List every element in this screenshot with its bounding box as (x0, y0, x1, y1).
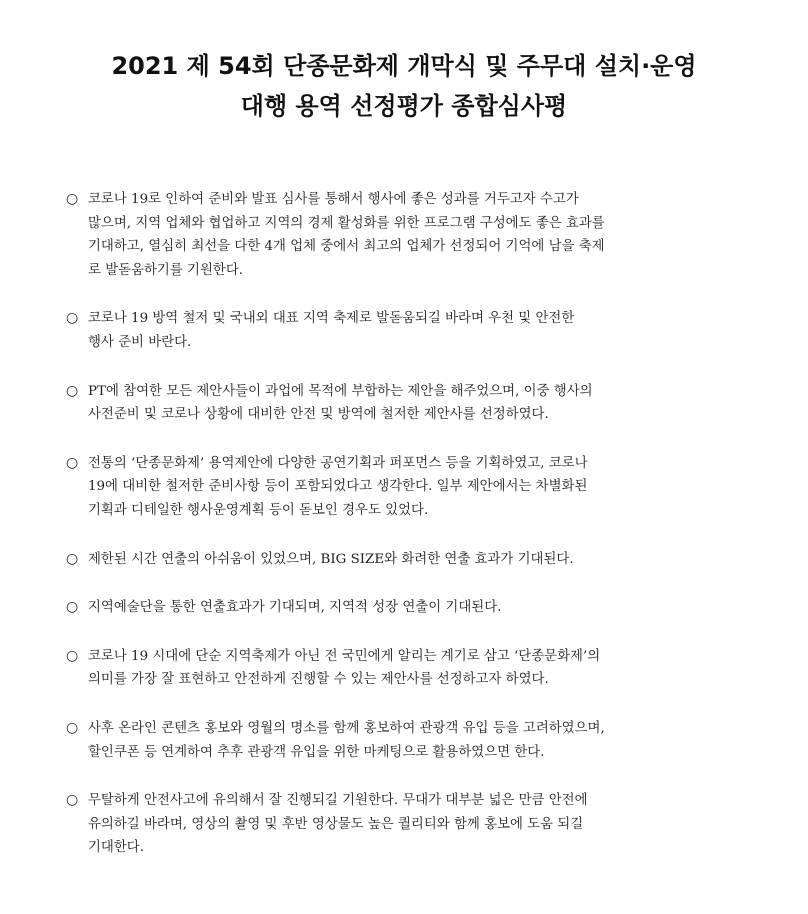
review-comment-item (66, 548, 746, 572)
comment-text-line: 로 발돋움하기를 기원한다. (88, 262, 244, 278)
review-comment-item (66, 188, 746, 282)
comment-text-line: 의미를 가장 잘 표현하고 안전하게 진행할 수 있는 제안사를 선정하고자 하였다. (88, 672, 549, 688)
comment-text-line: 지역예술단을 통한 연출효과가 기대되며, 지역적 성장 연출이 기대된다. (88, 600, 502, 616)
comment-text-line: 행사 준비 바란다. (88, 334, 192, 350)
comment-text-line: 기획과 디테일한 행사운영계획 등이 돋보인 경우도 있었다. (88, 502, 429, 518)
comment-text-line: 기대하고, 열심히 최선을 다한 4개 업체 중에서 최고의 업체가 선정되어 기억에 남을 축제 (88, 239, 605, 255)
comment-text-line: 무탈하게 안전사고에 유의해서 잘 진행되길 기원한다. 무대가 대부분 넓은 만큼 안전에 (88, 793, 588, 809)
circle-bullet-icon: ○ (66, 599, 79, 616)
comment-text-line: PT에 참여한 모든 제안사들이 과업에 목적에 부합하는 제안을 해주었으며, 이중 행사의 (88, 383, 593, 399)
circle-bullet-icon: ○ (66, 550, 79, 567)
comment-text-line: 사후 온라인 콘텐츠 홍보와 영월의 명소를 함께 홍보하여 관광객 유입 등을 고려하였으며, (88, 720, 605, 736)
comment-text-line: 제한된 시간 연출의 아쉬움이 있었으며, BIG SIZE와 화려한 연출 효과가 기대된다. (88, 551, 574, 567)
circle-bullet-icon: ○ (66, 191, 79, 207)
review-comment-item (66, 380, 746, 427)
review-comment-item (66, 789, 746, 860)
review-comments-list (66, 188, 746, 885)
circle-bullet-icon: ○ (66, 382, 79, 399)
comment-text-line: 코로나 19로 인하여 준비와 발표 심사를 통해서 행사에 좋은 성과를 거두고자 수고가 (88, 192, 579, 207)
review-comment-item (66, 596, 746, 620)
review-comment-item (66, 307, 746, 354)
document-title (0, 46, 808, 126)
circle-bullet-icon: ○ (66, 647, 79, 664)
review-comment-item (66, 645, 746, 692)
circle-bullet-icon: ○ (66, 792, 79, 809)
review-comment-item (66, 452, 746, 523)
comment-text-line: 사전준비 및 코로나 상황에 대비한 안전 및 방역에 철저한 제안사를 선정하였다. (88, 407, 549, 423)
comment-text-line: 코로나 19 시대에 단순 지역축제가 아닌 전 국민에게 알리는 계기로 삼고 ‘단종문화제’의 (88, 648, 601, 664)
comment-text-line: 코로나 19 방역 철저 및 국내외 대표 지역 축제로 발돋움되길 바라며 우천 및 안전한 (88, 311, 575, 327)
comment-text-line: 많으며, 지역 업체와 협업하고 지역의 경제 활성화를 위한 프로그램 구성에도 좋은 효과를 (88, 215, 605, 231)
comment-text-line: 19에 대비한 철저한 준비사항 등이 포함되었다고 생각한다. 일부 제안에서는 차별화된 (88, 479, 588, 495)
comment-text-line: 기대한다. (88, 840, 144, 856)
circle-bullet-icon: ○ (66, 454, 79, 471)
circle-bullet-icon: ○ (66, 719, 79, 736)
title-line-2: 대행 용역 선정평가 종합심사평 (240, 92, 568, 120)
comment-text-line: 전통의 ‘단종문화제’ 용역제안에 다양한 공연기획과 퍼포먼스 등을 기획하였고, 코로나 (88, 455, 588, 471)
circle-bullet-icon: ○ (66, 310, 79, 327)
title-line-1: 2021 제 54회 단종문화제 개막식 및 주무대 설치·운영 (111, 52, 697, 80)
comment-text-line: 할인쿠폰 등 연계하여 추후 관광객 유입을 위한 마케팅으로 활용하였으면 한다. (88, 744, 545, 760)
review-comment-item (66, 717, 746, 764)
comment-text-line: 유의하길 바라며, 영상의 촬영 및 후반 영상물도 높은 퀄리티와 함께 홍보에 도움 되길 (88, 816, 584, 832)
